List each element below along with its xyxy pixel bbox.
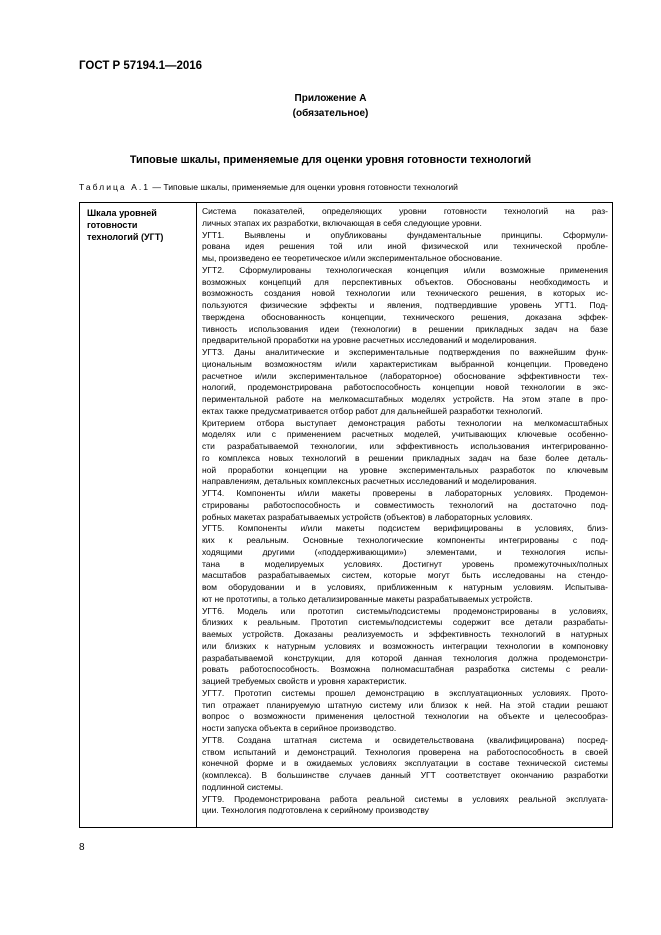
description-line: Система показателей, определяющих уровни готовности технологий на раз- xyxy=(202,206,608,216)
description-line: возможных концепций для перспективных объектов. Обоснованы необходимость и xyxy=(202,276,608,287)
description-line: тверждена обоснованность концепции, технического решения, доказана эффек- xyxy=(202,311,608,322)
description-cell xyxy=(202,206,608,817)
row-label-cell: Шкала уровней готовности технологий (УГТ) xyxy=(87,208,164,242)
description-line: тип отражает планируемую штатную систему или близок к ней. На этой стадии решают xyxy=(202,699,608,710)
standard-header: ГОСТ Р 57194.1—2016 xyxy=(79,60,203,72)
description-line: близких к реальным. Прототип системы/подсистемы содержит все детали разрабаты- xyxy=(202,617,608,628)
description-line: конечной форме и в ожидаемых условиях эксплуатации в составе технической системы xyxy=(202,758,608,769)
description-line: УГТ2. Сформулированы технологическая концепция и/или возможные применения xyxy=(202,264,608,275)
description-line: робных макетах разрабатываемых устройств (объектов) в лабораторных условиях. xyxy=(202,511,533,522)
table-caption-text: — Типовые шкалы, применяемые для оценки уровня готовности технологий xyxy=(152,182,458,192)
description-line: возможность создания новой технологии или технического решения, в которых ис- xyxy=(202,288,608,299)
description-line: рована идея решения той или иной физической или технической пробле- xyxy=(202,241,608,252)
description-line: УГТ9. Продемонстрирована работа реальной системы в условиях реальной эксплуата- xyxy=(202,793,608,804)
description-line: сти разрабатываемой технологии, или эффективность использования интегрированно- xyxy=(202,441,608,451)
description-line: мы, произведено ее теоретическое и/или экспериментальное обоснование. xyxy=(202,253,503,263)
description-line: зацией требуемых свойств и уровня характеристик. xyxy=(202,676,407,686)
description-line: масштабов разрабатываемых систем, которые могут быть исследованы на стендо- xyxy=(202,570,608,581)
description-line: разрабатываемой конструкции, для которой данная технология должна продемонстри- xyxy=(202,652,608,663)
description-line: ваемых устройств. Доказаны реализуемость и эффективность технологий в натурных xyxy=(202,629,608,639)
description-line: УГТ6. Модель или прототип системы/подсистемы продемонстрированы в условиях, xyxy=(202,605,608,616)
description-line: циональным возможностям и/или характеристикам выбранной концепции. Проведено xyxy=(202,358,608,369)
description-line: УГТ4. Компоненты и/или макеты проверены в лабораторных условиях. Продемон- xyxy=(202,488,608,498)
description-line: УГТ8. Создана штатная система и освидетельствована (квалифицирована) посред- xyxy=(202,734,608,745)
appendix-status: (обязательное) xyxy=(292,108,369,119)
description-line: го комплекса новых технологий в решении прикладных задач на базе более деталь- xyxy=(202,452,608,463)
description-line: ходящими другими («поддерживающими») элементами, и технология испы- xyxy=(202,546,608,557)
section-title: Типовые шкалы, применяемые для оценки уровня готовности технологий xyxy=(129,154,532,166)
description-line: ют не прототипы, а только детализированные макеты разрабатываемых устройств. xyxy=(202,593,533,604)
description-line: ством испытаний и демонстраций. Технология проверена на работоспособность в своей xyxy=(202,746,608,757)
description-line: УГТ5. Компоненты и/или макеты подсистем верифицированы в условиях, близ- xyxy=(202,523,608,534)
description-line: нологий, продемонстрирована работоспособность концепции новой технологии в экс- xyxy=(202,382,608,393)
column-divider xyxy=(196,203,197,827)
description-line: предварительной проработки на уровне расчетных исследований и моделирования. xyxy=(202,335,537,346)
description-line: УГТ1. Выявлены и опубликованы фундаментальные принципы. Сформули- xyxy=(202,229,608,240)
description-line: личных этапах их разработки, включающая в себя следующие уровни. xyxy=(202,217,482,228)
appendix-title: Приложение А xyxy=(294,93,367,104)
table-caption-label: Таблица А.1 xyxy=(79,182,150,192)
description-line: УГТ3. Даны аналитические и экспериментальные подтверждения по важнейшим функ- xyxy=(202,347,608,357)
readiness-scale-table xyxy=(79,202,613,828)
description-line: (комплекса). В большинстве случаев данный УГТ соответствует окончанию разработки xyxy=(202,770,608,780)
description-line: ких к реальным. Основные технологические компоненты интегрированы с под- xyxy=(202,535,608,545)
description-line: ровать работоспособность. Возможна полномасштабная разработка системы с реали- xyxy=(202,664,608,675)
description-line: пользуются физические эффекты и явления, подтвердившие уровень УГТ1. Под- xyxy=(202,300,608,310)
description-line: периментальной работе на мелкомасштабных моделях устройств. На этом этапе в про- xyxy=(202,394,608,404)
description-line: тана в моделируемых условиях. Достигнут уровень промежуточных/полных xyxy=(202,558,608,569)
description-line: вопрос о возможности применения целостной технологии на объекте и целесообраз- xyxy=(202,711,608,722)
description-line: УГТ7. Прототип системы прошел демонстрацию в эксплуатационных условиях. Прото- xyxy=(202,687,608,698)
description-line: ектах также предусматривается отбор работ для дальнейшей разработки технологий. xyxy=(202,405,543,416)
description-line: моделях или с применением расчетных моделей, учитывающих ключевые особенно- xyxy=(202,429,608,440)
description-line: направлениям, детальных комплексных расчетных исследований и моделирования. xyxy=(202,476,537,487)
description-line: стрированы работоспособность и совместимость технологий на достаточно под- xyxy=(202,499,608,510)
description-line: тивность использования идеи (технологии) в решении прикладных задач на базе xyxy=(202,323,608,334)
table-caption xyxy=(79,182,458,192)
description-line: ции. Технология подготовлена к серийному производству xyxy=(202,805,429,816)
description-line: Критерием отбора выступает демонстрация работы технологии на мелкомасштабных xyxy=(202,417,608,428)
description-line: ности запуска объекта в серийное производство. xyxy=(202,723,397,733)
page-number: 8 xyxy=(79,842,85,853)
description-line: вом оборудовании и в условиях, приближенным к натурным условиям. Испытыва- xyxy=(202,582,608,592)
description-line: расчетное и/или экспериментальное (лабораторное) обоснование эффективности тех- xyxy=(202,370,608,381)
description-line: ной проработки концепции на уровне экспериментальных разработок по ключевым xyxy=(202,464,608,475)
description-line: или близких к натурным условиях и возможность интеграции технологии в компоновку xyxy=(202,640,608,651)
description-line: подлинной системы. xyxy=(202,781,284,792)
